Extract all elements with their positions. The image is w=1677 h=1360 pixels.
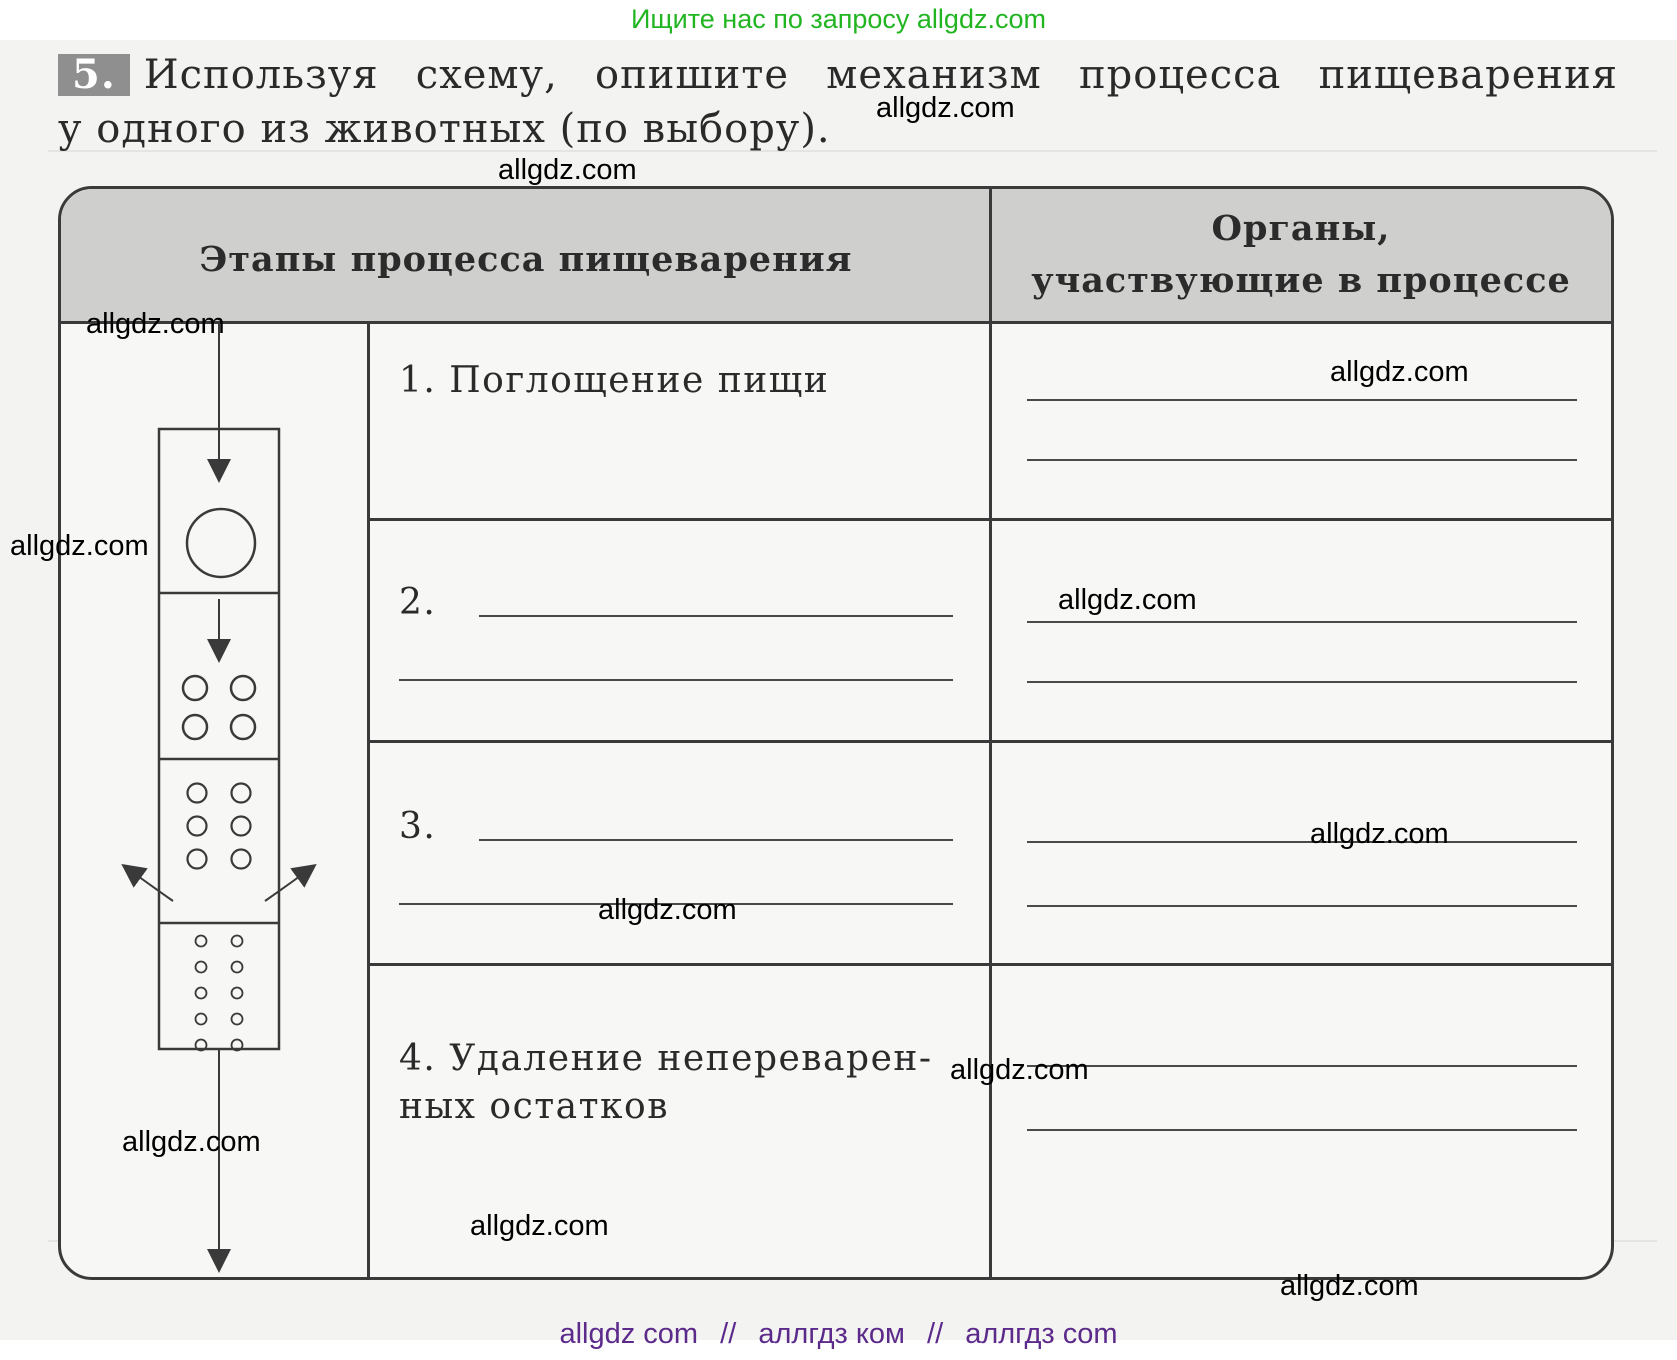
- answer-line[interactable]: [1027, 459, 1577, 461]
- task-statement: [58, 48, 1618, 156]
- task-word: схему,: [415, 52, 558, 98]
- stage-3-label: 3.: [399, 806, 437, 847]
- absorption-arrow-right-icon: [265, 871, 307, 901]
- column-divider: [367, 321, 370, 1277]
- watermark: allgdz.com: [1280, 1270, 1419, 1302]
- row-divider: [367, 740, 1611, 743]
- particle-icon: [188, 784, 207, 803]
- task-number-badge: 5.: [58, 54, 130, 96]
- footer-separator: //: [720, 1318, 737, 1350]
- particle-icon: [196, 1014, 207, 1025]
- footer-part: аллгдз ком: [758, 1318, 905, 1350]
- particle-icon: [183, 715, 207, 739]
- particle-icon: [183, 676, 207, 700]
- answer-line[interactable]: [1027, 681, 1577, 683]
- table-header: [61, 189, 1611, 324]
- particle-icon: [196, 936, 207, 947]
- particle-icon: [232, 962, 243, 973]
- particle-icon: [188, 850, 207, 869]
- task-word: пищеварения: [1318, 52, 1618, 98]
- watermark: allgdz.com: [470, 1210, 609, 1242]
- watermark: allgdz.com: [498, 154, 637, 186]
- watermark: allgdz.com: [1058, 584, 1197, 616]
- watermark: allgdz.com: [1310, 818, 1449, 850]
- header-organs: [991, 189, 1611, 321]
- food-particle-icon: [187, 509, 255, 577]
- column-divider: [989, 189, 992, 1277]
- particle-icon: [232, 817, 251, 836]
- stage-2-label: 2.: [399, 582, 437, 623]
- answer-line[interactable]: [1027, 841, 1577, 843]
- scheme-tube: [159, 429, 279, 1049]
- footer-part: аллгдз com: [965, 1318, 1118, 1350]
- stage-1-label: 1. Поглощение пищи: [399, 360, 830, 401]
- watermark: allgdz.com: [10, 530, 149, 562]
- header-organs-line1: Органы,: [1211, 208, 1391, 249]
- particle-icon: [188, 817, 207, 836]
- footer-banner[interactable]: [0, 1318, 1677, 1351]
- task-line-1: [58, 48, 1618, 102]
- stage-4-label-line2: ных остатков: [399, 1086, 669, 1127]
- particle-icon: [232, 1014, 243, 1025]
- watermark: allgdz.com: [950, 1054, 1089, 1086]
- task-word: Используя: [143, 52, 379, 98]
- particle-icon: [231, 715, 255, 739]
- watermark: allgdz.com: [876, 92, 1015, 124]
- header-organs-line2: участвующие в процессе: [1031, 260, 1571, 301]
- answer-line[interactable]: [1027, 905, 1577, 907]
- absorption-arrow-left-icon: [131, 871, 173, 901]
- answer-line[interactable]: [399, 679, 953, 681]
- watermark: allgdz.com: [1330, 356, 1469, 388]
- stage-4-label-line1: 4. Удаление непереварен-: [399, 1038, 933, 1079]
- footer-separator: //: [927, 1318, 944, 1350]
- row-divider: [367, 963, 1611, 966]
- task-line-2: у одного из животных (по выбору).: [58, 106, 831, 152]
- header-banner[interactable]: Ищите нас по запросу allgdz.com: [631, 4, 1046, 34]
- particle-icon: [232, 784, 251, 803]
- particle-icon: [232, 988, 243, 999]
- particle-icon: [196, 962, 207, 973]
- particle-icon: [232, 936, 243, 947]
- header-stages: Этапы процесса пищеварения: [199, 238, 853, 280]
- watermark: allgdz.com: [598, 894, 737, 926]
- answer-line[interactable]: [479, 839, 953, 841]
- particle-icon: [232, 850, 251, 869]
- particle-icon: [231, 676, 255, 700]
- answer-line[interactable]: [1027, 621, 1577, 623]
- footer-part: allgdz com: [559, 1318, 699, 1350]
- particle-icon: [196, 988, 207, 999]
- digestion-table: [58, 186, 1614, 1280]
- task-word: процесса: [1078, 52, 1282, 98]
- answer-line[interactable]: [479, 615, 953, 617]
- row-divider: [367, 518, 1611, 521]
- answer-line[interactable]: [1027, 399, 1577, 401]
- answer-line[interactable]: [1027, 1065, 1577, 1067]
- task-word: опишите: [595, 52, 790, 98]
- watermark: allgdz.com: [86, 308, 225, 340]
- watermark: allgdz.com: [122, 1126, 261, 1158]
- answer-line[interactable]: [1027, 1129, 1577, 1131]
- task-word: механизм: [826, 52, 1042, 98]
